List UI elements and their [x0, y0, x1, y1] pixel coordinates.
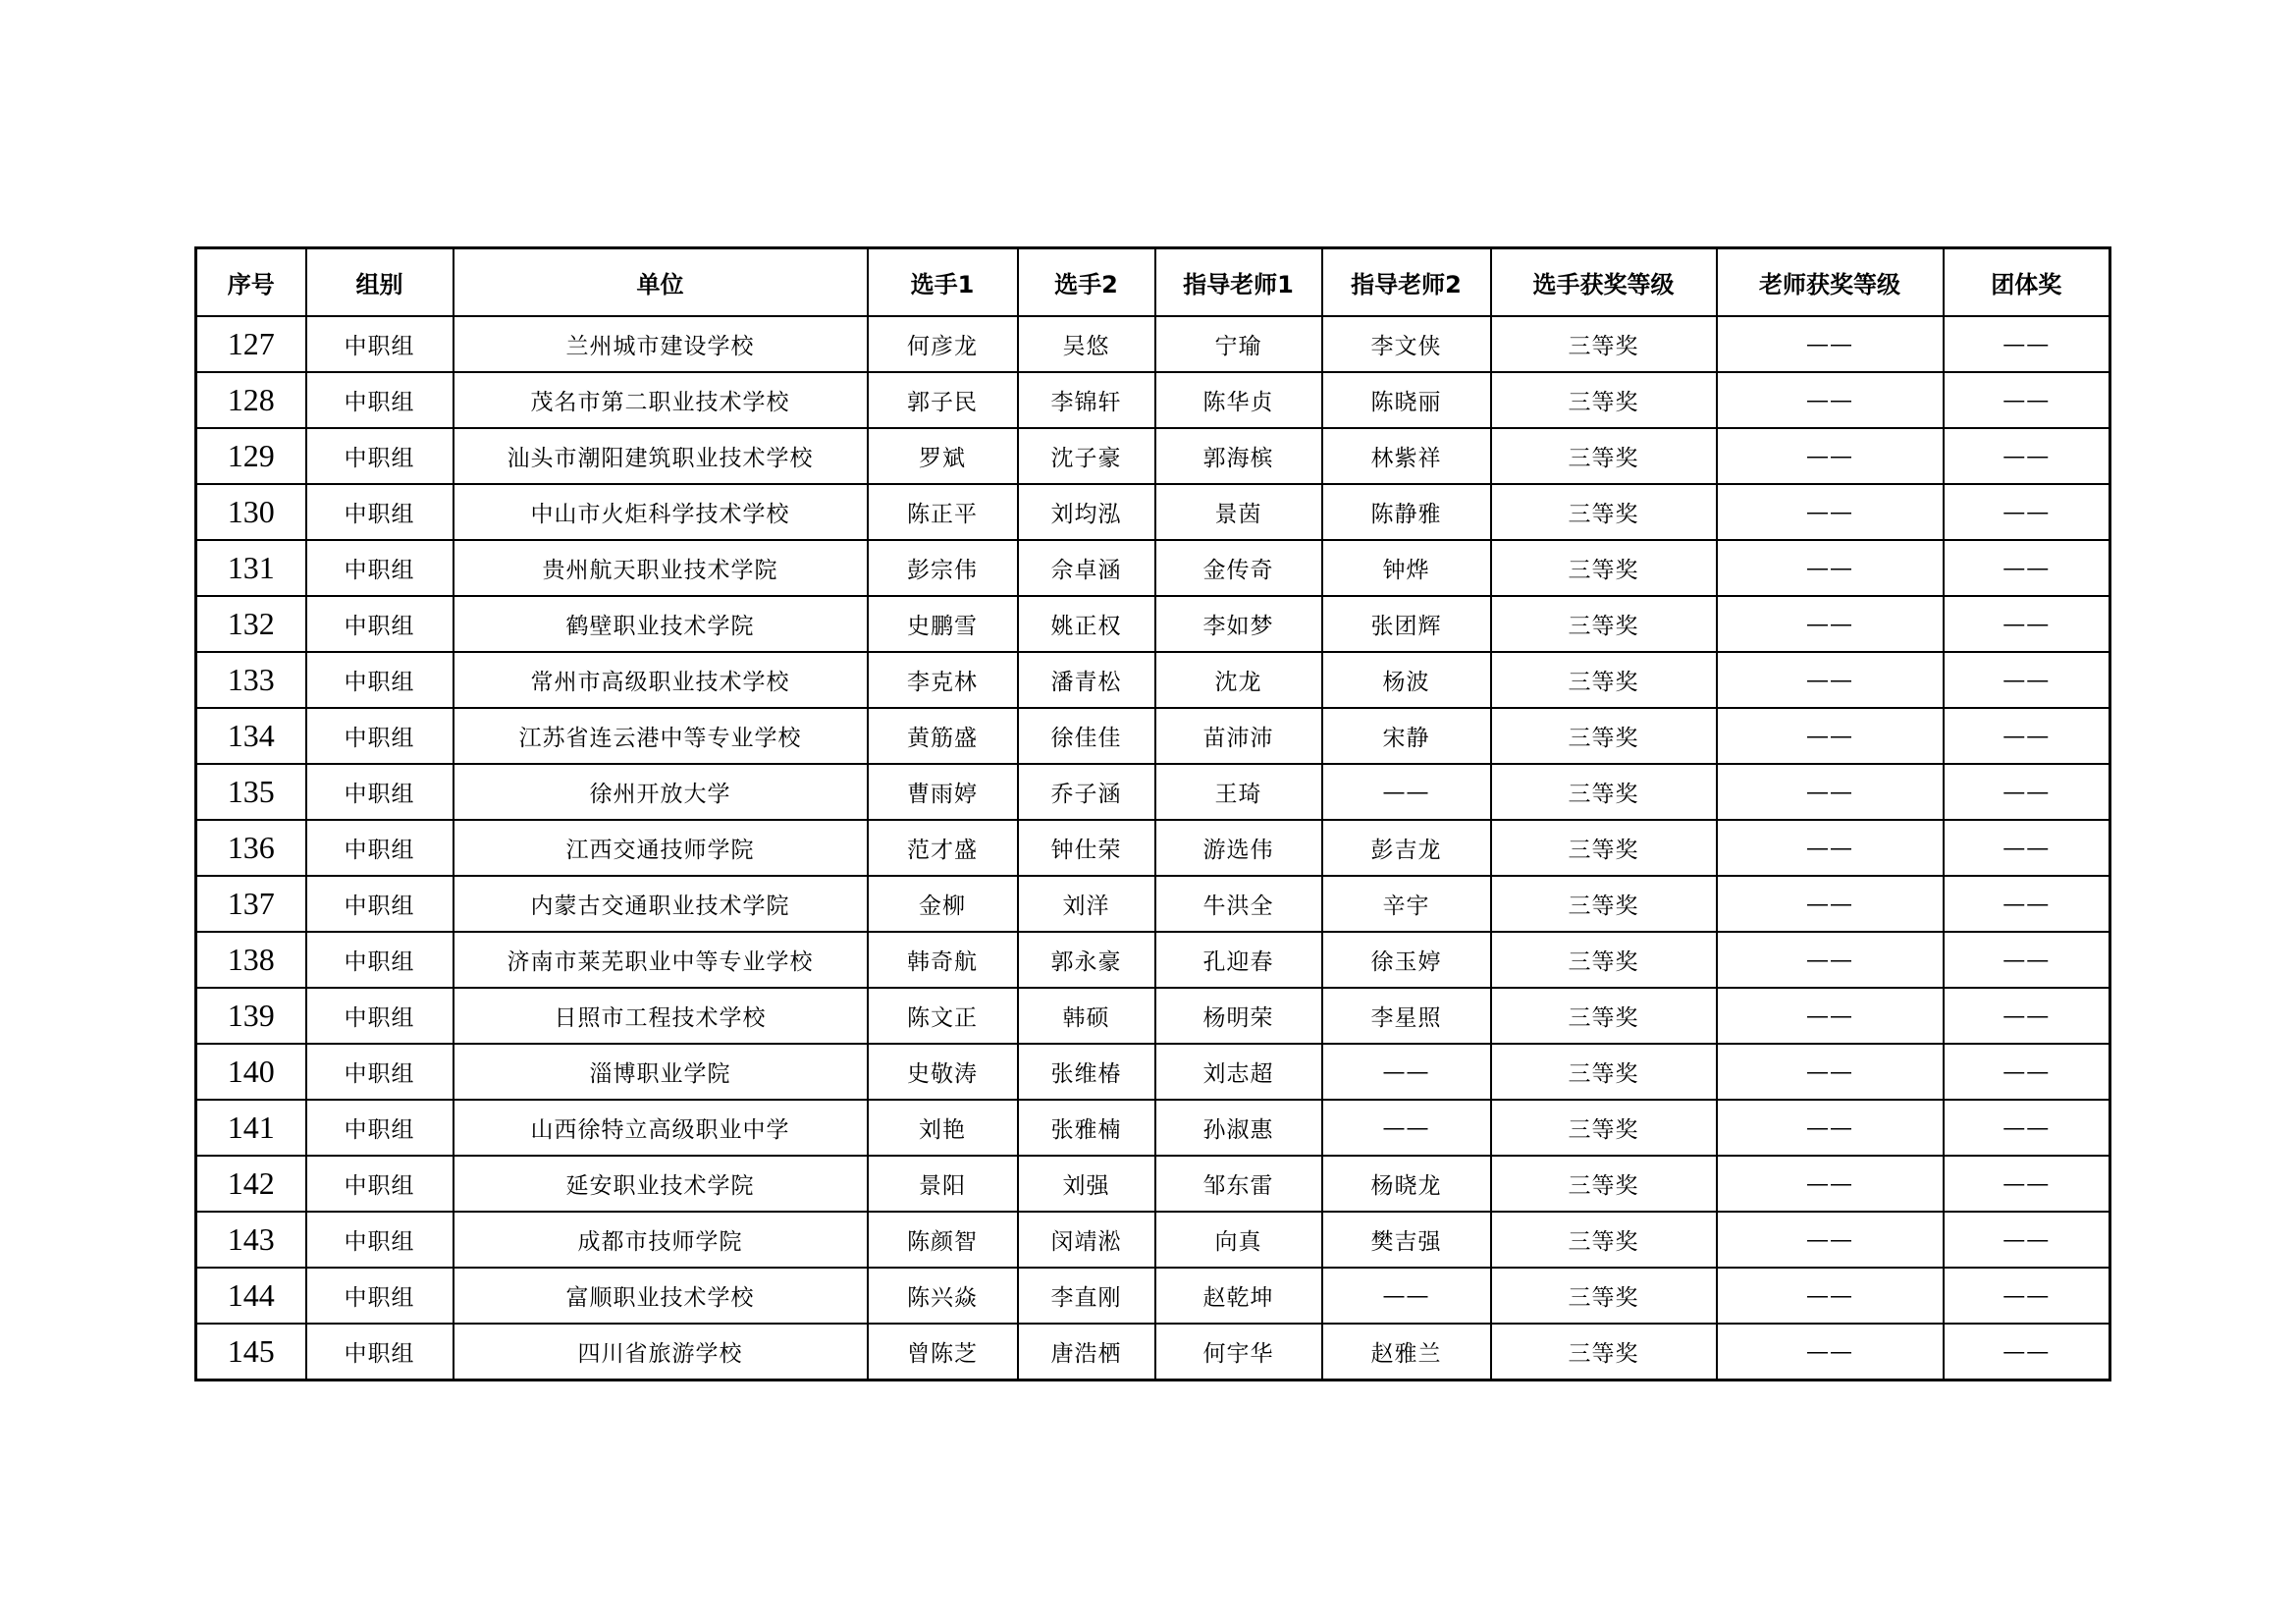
teacher-award-cell: —— — [1717, 1100, 1944, 1156]
table-row — [196, 820, 2110, 876]
contestant-1-cell: 韩奇航 — [868, 932, 1018, 988]
instructor-2-cell: 樊吉强 — [1322, 1212, 1491, 1268]
contestant-1-cell: 陈颜智 — [868, 1212, 1018, 1268]
table-row — [196, 1268, 2110, 1324]
teacher-award-cell: —— — [1717, 596, 1944, 652]
team-award-cell: —— — [1944, 764, 2110, 820]
team-award-cell: —— — [1944, 316, 2110, 372]
contestant-2-cell: 佘卓涵 — [1018, 540, 1155, 596]
contestant-2-cell: 李直刚 — [1018, 1268, 1155, 1324]
row-number-cell: 129 — [196, 428, 306, 484]
contestant-1-cell: 何彦龙 — [868, 316, 1018, 372]
contestant-2-cell: 吴悠 — [1018, 316, 1155, 372]
unit-cell: 兰州城市建设学校 — [454, 316, 868, 372]
row-number-cell: 127 — [196, 316, 306, 372]
instructor-2-cell: 宋静 — [1322, 708, 1491, 764]
contestant-award-cell: 三等奖 — [1491, 708, 1717, 764]
group-cell: 中职组 — [306, 428, 454, 484]
contestant-award-cell: 三等奖 — [1491, 652, 1717, 708]
unit-cell: 江西交通技师学院 — [454, 820, 868, 876]
contestant-1-cell: 史鹏雪 — [868, 596, 1018, 652]
unit-cell: 徐州开放大学 — [454, 764, 868, 820]
teacher-award-cell: —— — [1717, 1212, 1944, 1268]
teacher-award-cell: —— — [1717, 652, 1944, 708]
instructor-1-cell: 游选伟 — [1155, 820, 1322, 876]
instructor-2-cell: —— — [1322, 1044, 1491, 1100]
header-cell: 选手获奖等级 — [1491, 248, 1717, 317]
instructor-1-cell: 赵乾坤 — [1155, 1268, 1322, 1324]
group-cell: 中职组 — [306, 1324, 454, 1380]
group-cell: 中职组 — [306, 1100, 454, 1156]
team-award-cell: —— — [1944, 1100, 2110, 1156]
instructor-2-cell: 辛宇 — [1322, 876, 1491, 932]
team-award-cell: —— — [1944, 428, 2110, 484]
teacher-award-cell: —— — [1717, 316, 1944, 372]
group-cell: 中职组 — [306, 764, 454, 820]
row-number-cell: 143 — [196, 1212, 306, 1268]
team-award-cell: —— — [1944, 820, 2110, 876]
instructor-2-cell: 林紫祥 — [1322, 428, 1491, 484]
unit-cell: 山西徐特立高级职业中学 — [454, 1100, 868, 1156]
unit-cell: 日照市工程技术学校 — [454, 988, 868, 1044]
instructor-1-cell: 金传奇 — [1155, 540, 1322, 596]
row-number-cell: 145 — [196, 1324, 306, 1380]
instructor-1-cell: 刘志超 — [1155, 1044, 1322, 1100]
instructor-1-cell: 向真 — [1155, 1212, 1322, 1268]
instructor-1-cell: 牛洪全 — [1155, 876, 1322, 932]
contestant-1-cell: 罗斌 — [868, 428, 1018, 484]
instructor-1-cell: 郭海槟 — [1155, 428, 1322, 484]
row-number-cell: 131 — [196, 540, 306, 596]
unit-cell: 济南市莱芜职业中等专业学校 — [454, 932, 868, 988]
unit-cell: 贵州航天职业技术学院 — [454, 540, 868, 596]
instructor-2-cell: —— — [1322, 1100, 1491, 1156]
teacher-award-cell: —— — [1717, 820, 1944, 876]
table-row — [196, 596, 2110, 652]
instructor-2-cell: 张团辉 — [1322, 596, 1491, 652]
team-award-cell: —— — [1944, 988, 2110, 1044]
group-cell: 中职组 — [306, 988, 454, 1044]
table-row — [196, 484, 2110, 540]
instructor-1-cell: 何宇华 — [1155, 1324, 1322, 1380]
contestant-award-cell: 三等奖 — [1491, 1212, 1717, 1268]
unit-cell: 江苏省连云港中等专业学校 — [454, 708, 868, 764]
unit-cell: 鹤壁职业技术学院 — [454, 596, 868, 652]
row-number-cell: 139 — [196, 988, 306, 1044]
teacher-award-cell: —— — [1717, 1156, 1944, 1212]
unit-cell: 成都市技师学院 — [454, 1212, 868, 1268]
group-cell: 中职组 — [306, 596, 454, 652]
contestant-2-cell: 张雅楠 — [1018, 1100, 1155, 1156]
contestant-1-cell: 彭宗伟 — [868, 540, 1018, 596]
contestant-2-cell: 刘洋 — [1018, 876, 1155, 932]
contestant-1-cell: 范才盛 — [868, 820, 1018, 876]
unit-cell: 富顺职业技术学校 — [454, 1268, 868, 1324]
table-row — [196, 372, 2110, 428]
contestant-award-cell: 三等奖 — [1491, 876, 1717, 932]
contestant-2-cell: 郭永豪 — [1018, 932, 1155, 988]
row-number-cell: 133 — [196, 652, 306, 708]
group-cell: 中职组 — [306, 1268, 454, 1324]
teacher-award-cell: —— — [1717, 484, 1944, 540]
contestant-award-cell: 三等奖 — [1491, 484, 1717, 540]
instructor-2-cell: —— — [1322, 1268, 1491, 1324]
unit-cell: 常州市高级职业技术学校 — [454, 652, 868, 708]
contestant-2-cell: 刘均泓 — [1018, 484, 1155, 540]
row-number-cell: 141 — [196, 1100, 306, 1156]
instructor-2-cell: 徐玉婷 — [1322, 932, 1491, 988]
row-number-cell: 128 — [196, 372, 306, 428]
row-number-cell: 137 — [196, 876, 306, 932]
instructor-2-cell: 彭吉龙 — [1322, 820, 1491, 876]
table-row — [196, 764, 2110, 820]
contestant-2-cell: 沈子豪 — [1018, 428, 1155, 484]
group-cell: 中职组 — [306, 708, 454, 764]
row-number-cell: 140 — [196, 1044, 306, 1100]
contestant-award-cell: 三等奖 — [1491, 820, 1717, 876]
contestant-2-cell: 潘青松 — [1018, 652, 1155, 708]
contestant-2-cell: 钟仕荣 — [1018, 820, 1155, 876]
group-cell: 中职组 — [306, 540, 454, 596]
teacher-award-cell: —— — [1717, 372, 1944, 428]
group-cell: 中职组 — [306, 652, 454, 708]
unit-cell: 茂名市第二职业技术学校 — [454, 372, 868, 428]
contestant-2-cell: 李锦轩 — [1018, 372, 1155, 428]
team-award-cell: —— — [1944, 596, 2110, 652]
contestant-1-cell: 陈兴焱 — [868, 1268, 1018, 1324]
contestant-award-cell: 三等奖 — [1491, 1156, 1717, 1212]
instructor-1-cell: 杨明荣 — [1155, 988, 1322, 1044]
row-number-cell: 136 — [196, 820, 306, 876]
instructor-2-cell: —— — [1322, 764, 1491, 820]
table-row — [196, 540, 2110, 596]
instructor-2-cell: 陈晓丽 — [1322, 372, 1491, 428]
table-row — [196, 708, 2110, 764]
contestant-award-cell: 三等奖 — [1491, 932, 1717, 988]
team-award-cell: —— — [1944, 1156, 2110, 1212]
table-row — [196, 932, 2110, 988]
group-cell: 中职组 — [306, 1044, 454, 1100]
teacher-award-cell: —— — [1717, 876, 1944, 932]
contestant-2-cell: 刘强 — [1018, 1156, 1155, 1212]
instructor-2-cell: 钟烨 — [1322, 540, 1491, 596]
header-cell: 单位 — [454, 248, 868, 317]
contestant-1-cell: 李克林 — [868, 652, 1018, 708]
teacher-award-cell: —— — [1717, 708, 1944, 764]
contestant-1-cell: 景阳 — [868, 1156, 1018, 1212]
teacher-award-cell: —— — [1717, 428, 1944, 484]
team-award-cell: —— — [1944, 876, 2110, 932]
contestant-award-cell: 三等奖 — [1491, 1268, 1717, 1324]
contestant-award-cell: 三等奖 — [1491, 988, 1717, 1044]
team-award-cell: —— — [1944, 652, 2110, 708]
group-cell: 中职组 — [306, 876, 454, 932]
instructor-2-cell: 陈静雅 — [1322, 484, 1491, 540]
instructor-1-cell: 苗沛沛 — [1155, 708, 1322, 764]
contestant-award-cell: 三等奖 — [1491, 1100, 1717, 1156]
contestant-2-cell: 乔子涵 — [1018, 764, 1155, 820]
teacher-award-cell: —— — [1717, 988, 1944, 1044]
teacher-award-cell: —— — [1717, 1268, 1944, 1324]
contestant-1-cell: 陈正平 — [868, 484, 1018, 540]
table-row — [196, 1324, 2110, 1380]
instructor-1-cell: 孔迎春 — [1155, 932, 1322, 988]
teacher-award-cell: —— — [1717, 1044, 1944, 1100]
contestant-1-cell: 陈文正 — [868, 988, 1018, 1044]
contestant-award-cell: 三等奖 — [1491, 1324, 1717, 1380]
instructor-1-cell: 李如梦 — [1155, 596, 1322, 652]
row-number-cell: 132 — [196, 596, 306, 652]
instructor-2-cell: 李文侠 — [1322, 316, 1491, 372]
contestant-award-cell: 三等奖 — [1491, 372, 1717, 428]
header-cell: 指导老师1 — [1155, 248, 1322, 317]
header-cell: 组别 — [306, 248, 454, 317]
unit-cell: 汕头市潮阳建筑职业技术学校 — [454, 428, 868, 484]
contestant-1-cell: 史敬涛 — [868, 1044, 1018, 1100]
awards-table — [194, 246, 2111, 1381]
instructor-2-cell: 杨晓龙 — [1322, 1156, 1491, 1212]
table-body — [196, 316, 2110, 1380]
group-cell: 中职组 — [306, 932, 454, 988]
header-cell: 选手2 — [1018, 248, 1155, 317]
group-cell: 中职组 — [306, 484, 454, 540]
unit-cell: 延安职业技术学院 — [454, 1156, 868, 1212]
team-award-cell: —— — [1944, 932, 2110, 988]
team-award-cell: —— — [1944, 1324, 2110, 1380]
contestant-award-cell: 三等奖 — [1491, 596, 1717, 652]
instructor-1-cell: 景茵 — [1155, 484, 1322, 540]
row-number-cell: 135 — [196, 764, 306, 820]
teacher-award-cell: —— — [1717, 1324, 1944, 1380]
row-number-cell: 130 — [196, 484, 306, 540]
table-row — [196, 876, 2110, 932]
team-award-cell: —— — [1944, 1044, 2110, 1100]
instructor-1-cell: 邹东雷 — [1155, 1156, 1322, 1212]
contestant-2-cell: 唐浩栖 — [1018, 1324, 1155, 1380]
team-award-cell: —— — [1944, 372, 2110, 428]
instructor-1-cell: 宁瑜 — [1155, 316, 1322, 372]
row-number-cell: 138 — [196, 932, 306, 988]
unit-cell: 中山市火炬科学技术学校 — [454, 484, 868, 540]
table-row — [196, 1100, 2110, 1156]
group-cell: 中职组 — [306, 316, 454, 372]
team-award-cell: —— — [1944, 540, 2110, 596]
teacher-award-cell: —— — [1717, 764, 1944, 820]
contestant-2-cell: 徐佳佳 — [1018, 708, 1155, 764]
instructor-2-cell: 赵雅兰 — [1322, 1324, 1491, 1380]
teacher-award-cell: —— — [1717, 932, 1944, 988]
group-cell: 中职组 — [306, 1212, 454, 1268]
group-cell: 中职组 — [306, 1156, 454, 1212]
instructor-1-cell: 王琦 — [1155, 764, 1322, 820]
header-cell: 老师获奖等级 — [1717, 248, 1944, 317]
header-cell: 序号 — [196, 248, 306, 317]
table-row — [196, 428, 2110, 484]
contestant-1-cell: 曹雨婷 — [868, 764, 1018, 820]
table-row — [196, 1212, 2110, 1268]
table-header-row — [196, 248, 2110, 317]
group-cell: 中职组 — [306, 820, 454, 876]
header-cell: 指导老师2 — [1322, 248, 1491, 317]
unit-cell: 内蒙古交通职业技术学院 — [454, 876, 868, 932]
contestant-1-cell: 刘艳 — [868, 1100, 1018, 1156]
team-award-cell: —— — [1944, 484, 2110, 540]
table-row — [196, 1156, 2110, 1212]
group-cell: 中职组 — [306, 372, 454, 428]
contestant-2-cell: 闵靖淞 — [1018, 1212, 1155, 1268]
header-cell: 选手1 — [868, 248, 1018, 317]
instructor-1-cell: 沈龙 — [1155, 652, 1322, 708]
unit-cell: 淄博职业学院 — [454, 1044, 868, 1100]
row-number-cell: 134 — [196, 708, 306, 764]
contestant-2-cell: 张维椿 — [1018, 1044, 1155, 1100]
team-award-cell: —— — [1944, 708, 2110, 764]
team-award-cell: —— — [1944, 1212, 2110, 1268]
unit-cell: 四川省旅游学校 — [454, 1324, 868, 1380]
table-row — [196, 652, 2110, 708]
contestant-award-cell: 三等奖 — [1491, 428, 1717, 484]
row-number-cell: 144 — [196, 1268, 306, 1324]
contestant-2-cell: 韩硕 — [1018, 988, 1155, 1044]
contestant-award-cell: 三等奖 — [1491, 764, 1717, 820]
contestant-2-cell: 姚正权 — [1018, 596, 1155, 652]
instructor-1-cell: 陈华贞 — [1155, 372, 1322, 428]
contestant-1-cell: 曾陈芝 — [868, 1324, 1018, 1380]
instructor-2-cell: 杨波 — [1322, 652, 1491, 708]
teacher-award-cell: —— — [1717, 540, 1944, 596]
team-award-cell: —— — [1944, 1268, 2110, 1324]
row-number-cell: 142 — [196, 1156, 306, 1212]
table-row — [196, 316, 2110, 372]
contestant-1-cell: 金柳 — [868, 876, 1018, 932]
table-row — [196, 988, 2110, 1044]
contestant-award-cell: 三等奖 — [1491, 316, 1717, 372]
instructor-2-cell: 李星照 — [1322, 988, 1491, 1044]
instructor-1-cell: 孙淑惠 — [1155, 1100, 1322, 1156]
contestant-award-cell: 三等奖 — [1491, 1044, 1717, 1100]
contestant-1-cell: 黄筋盛 — [868, 708, 1018, 764]
header-cell: 团体奖 — [1944, 248, 2110, 317]
contestant-1-cell: 郭子民 — [868, 372, 1018, 428]
table-row — [196, 1044, 2110, 1100]
contestant-award-cell: 三等奖 — [1491, 540, 1717, 596]
